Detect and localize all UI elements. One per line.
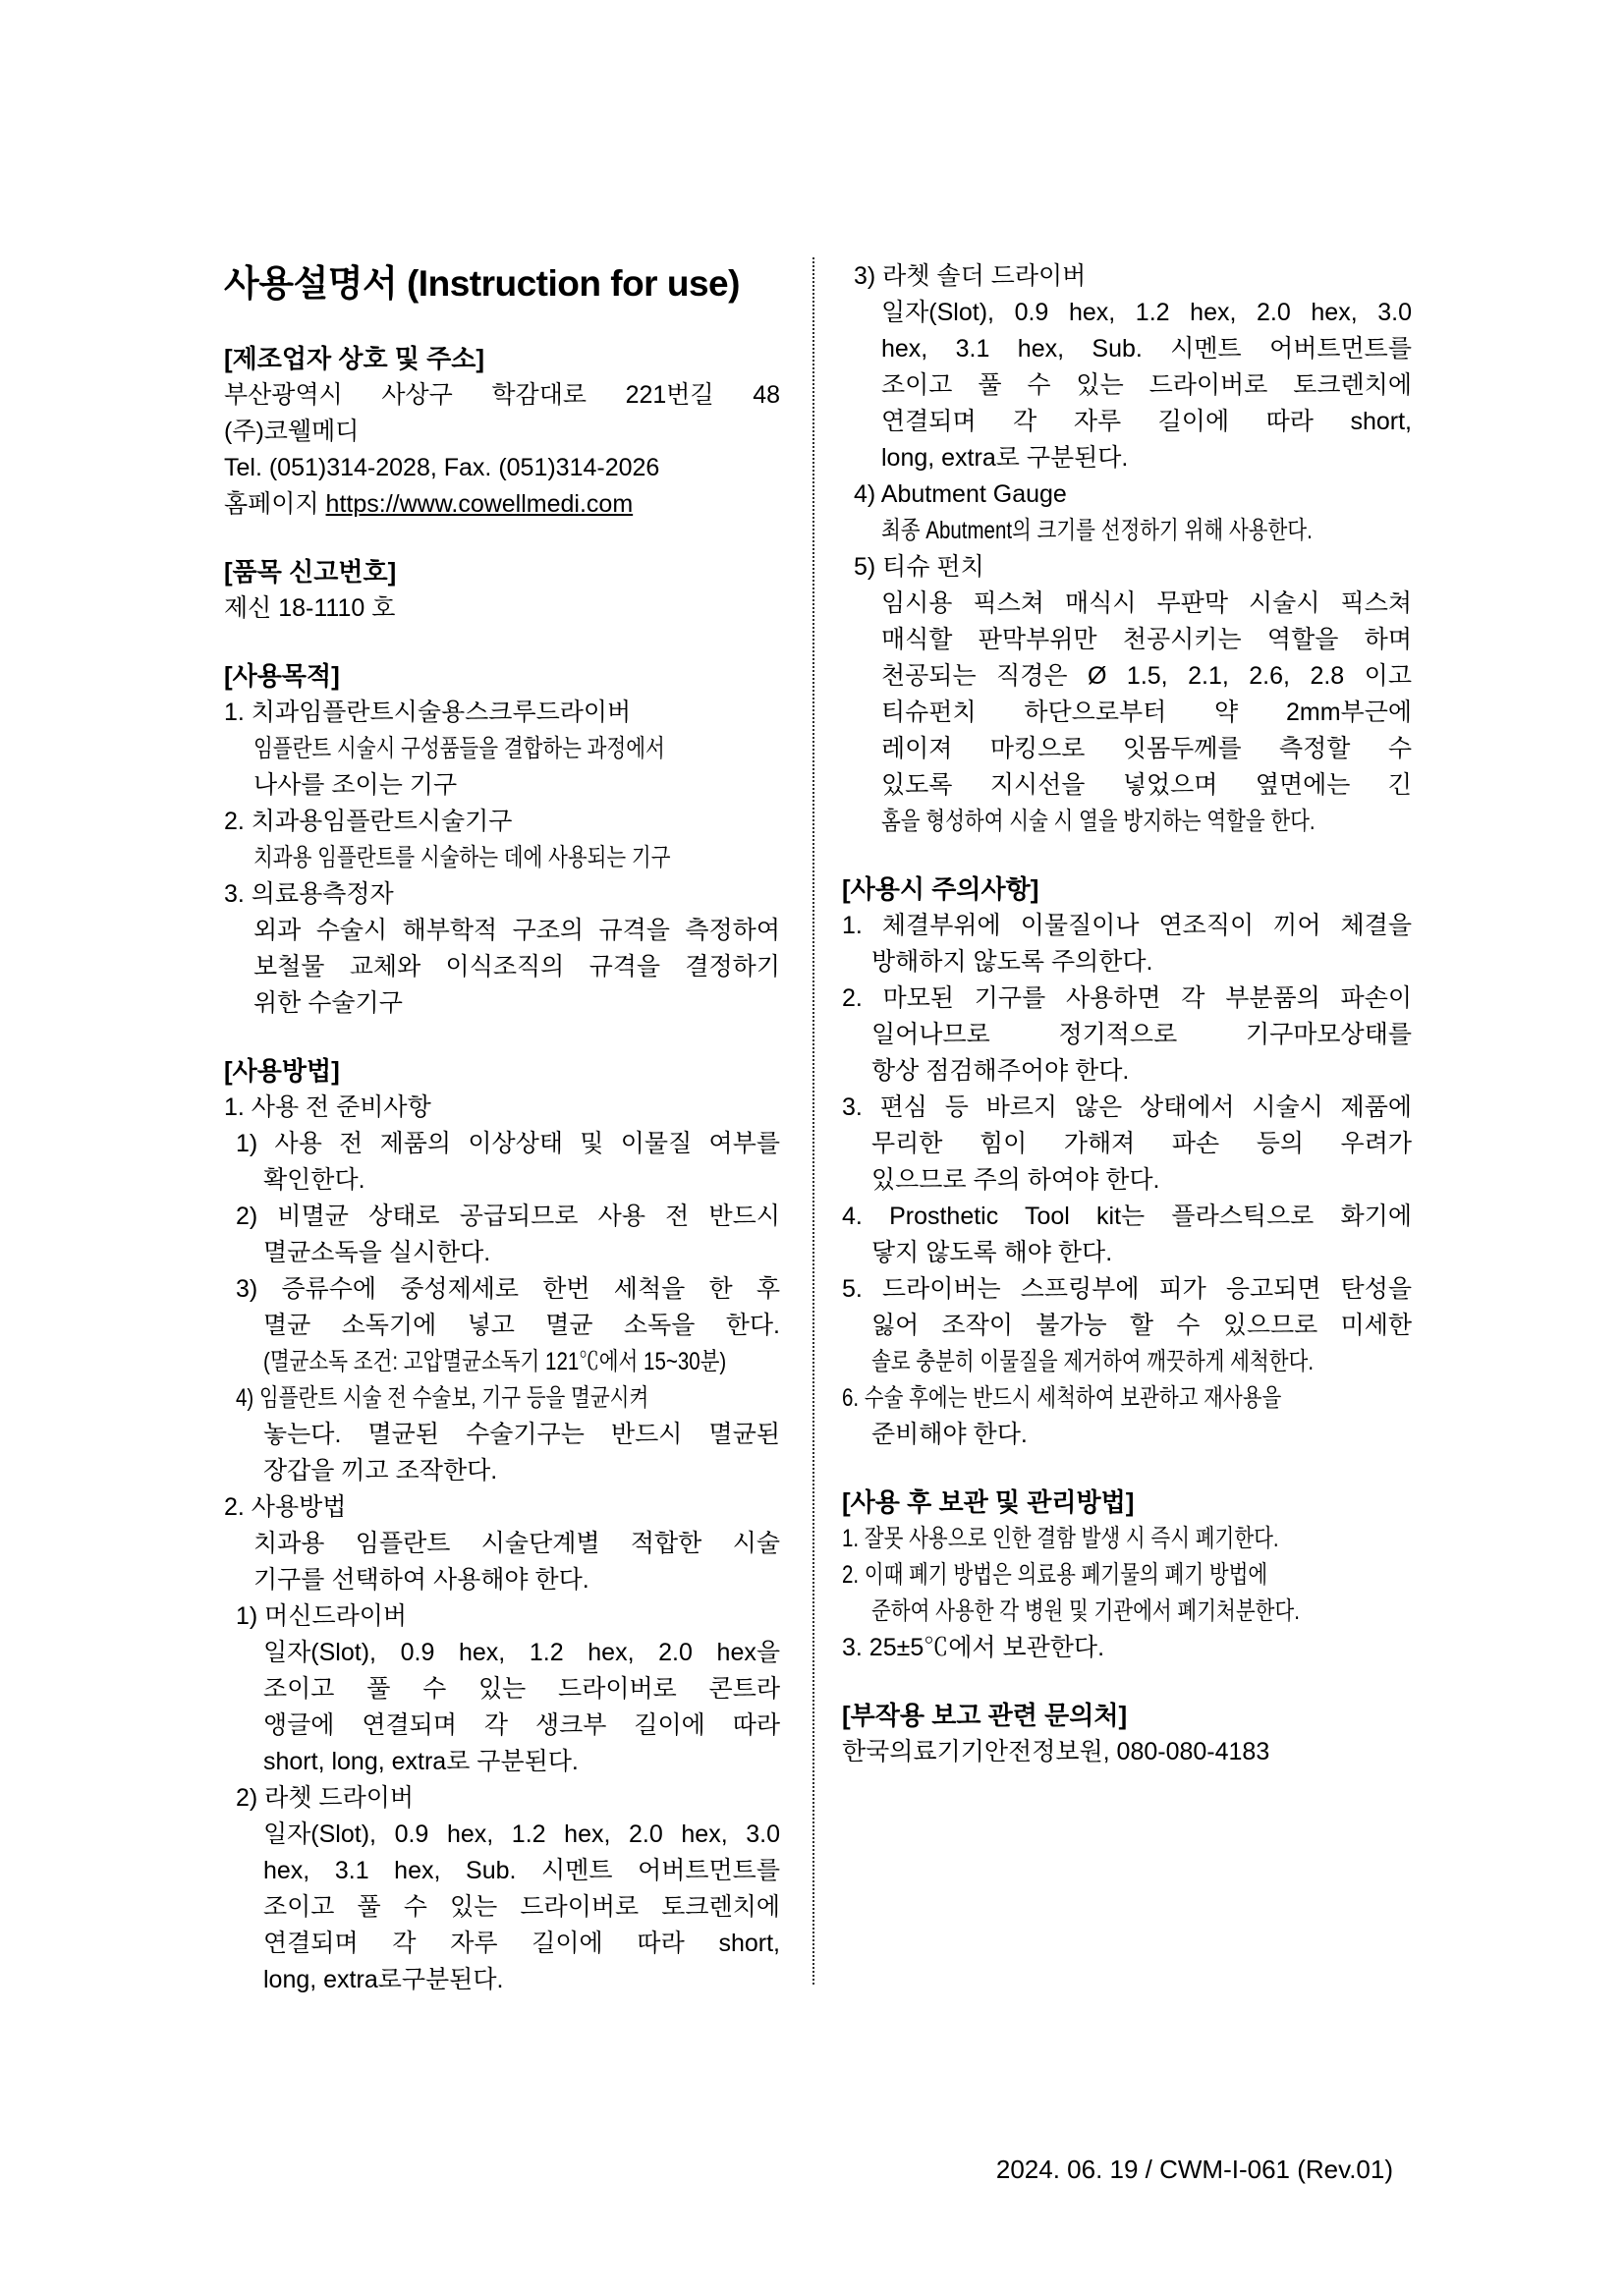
section-heading: [제조업자 상호 및 주소] (224, 344, 485, 373)
condensed-text: 홈을 형성하여 시술 시 열을 방지하는 역할을 한다. (881, 808, 1316, 835)
text-line: 한국의료기기안전정보원, 080-080-4183 (842, 1738, 1270, 1765)
condensed-text: 4) 임플란트 시술 전 수술보, 기구 등을 멸균시켜 (236, 1384, 649, 1412)
text-line: 3. 편심 등 바르지 않은 상태에서 시술시 제품에 (842, 1093, 1412, 1121)
text-line: 멸균소독을 실시한다. (263, 1239, 491, 1266)
text-line: 레이져 마킹으로 잇몸두께를 측정할 수 (881, 735, 1412, 762)
text-line: 나사를 조이는 기구 (253, 771, 458, 799)
text-line: 2. 마모된 기구를 사용하면 각 부분품의 파손이 (842, 984, 1412, 1012)
text-line: 치과용 임플란트 시술단계별 적합한 시술 (253, 1530, 780, 1557)
text-line: 1. 치과임플란트시술용스크루드라이버 (224, 699, 632, 726)
text-line: 1. 사용 전 준비사항 (224, 1093, 431, 1121)
condensed-text: 솔로 충분히 이물질을 제거하여 깨끗하게 세척한다. (871, 1348, 1315, 1375)
text-line: 2. 사용방법 (224, 1493, 347, 1521)
text-line: 무리한 힘이 가해져 파손 등의 우려가 (871, 1130, 1412, 1157)
text-line: 있으므로 주의 하여야 한다. (871, 1166, 1160, 1194)
text-line: 1. 체결부위에 이물질이나 연조직이 끼어 체결을 (842, 912, 1412, 939)
text-line (224, 731, 780, 767)
section-heading: [사용 후 보관 및 관리방법] (842, 1487, 1135, 1517)
condensed-text: 준하여 사용한 각 병원 및 기관에서 폐기처분한다. (871, 1597, 1300, 1625)
condensed-text: 치과용 임플란트를 시술하는 데에 사용되는 기구 (253, 844, 671, 871)
section-heading: [품목 신고번호] (224, 557, 397, 587)
text-line (842, 1521, 1412, 1557)
text-line (842, 804, 1412, 840)
text-line: 닿지 않도록 해야 한다. (871, 1239, 1113, 1266)
section-heading: [사용목적] (224, 661, 340, 691)
text-line (842, 1380, 1412, 1417)
text-line: 앵글에 연결되며 각 생크부 길이에 따라 (263, 1711, 780, 1739)
text-line: 임시용 픽스쳐 매식시 무판막 시술시 픽스쳐 (881, 589, 1412, 617)
condensed-text: (멸균소독 조건: 고압멸균소독기 121℃에서 15~30분) (263, 1348, 727, 1375)
spacer (224, 627, 780, 658)
spacer (224, 1022, 780, 1053)
spacer (842, 1666, 1412, 1698)
text-line: 연결되며 각 자루 길이에 따라 short, (881, 408, 1412, 435)
text-line: 일자(Slot), 0.9 hex, 1.2 hex, 2.0 hex, 3.0 (881, 299, 1412, 326)
text-line: 조이고 풀 수 있는 드라이버로 토크렌치에 (881, 371, 1412, 399)
text-line: hex, 3.1 hex, Sub. 시멘트 어버트먼트를 (881, 335, 1412, 363)
homepage-link[interactable]: https://www.cowellmedi.com (325, 490, 634, 518)
spacer (224, 523, 780, 554)
text-line: 5) 티슈 펀치 (854, 553, 984, 581)
condensed-text: 6. 수술 후에는 반드시 세척하여 보관하고 재사용을 (842, 1384, 1282, 1412)
text-line: 1) 사용 전 제품의 이상상태 및 이물질 여부를 (236, 1130, 780, 1157)
text-line: 매식할 판막부위만 천공시키는 역할을 하며 (881, 626, 1412, 653)
text-line: 4) Abutment Gauge (854, 480, 1067, 508)
text-line: 일자(Slot), 0.9 hex, 1.2 hex, 2.0 hex을 (263, 1639, 780, 1666)
text-line: 티슈펀치 하단으로부터 약 2mm부근에 (881, 699, 1412, 726)
spacer (842, 1453, 1412, 1484)
text-line: 위한 수술기구 (253, 989, 403, 1017)
spacer (224, 309, 780, 341)
text-line: 놓는다. 멸균된 수술기구는 반드시 멸균된 (263, 1421, 780, 1448)
text-line (842, 1344, 1412, 1380)
spacer (842, 840, 1412, 871)
text-line: 3) 라쳇 솔더 드라이버 (854, 262, 1087, 290)
text-line: 일자(Slot), 0.9 hex, 1.2 hex, 2.0 hex, 3.0 (263, 1820, 780, 1848)
text-line: 있도록 지시선을 넣었으며 옆면에는 긴 (881, 771, 1412, 799)
condensed-text: 1. 잘못 사용으로 인한 결함 발생 시 즉시 폐기한다. (842, 1525, 1279, 1552)
section-heading: [부작용 보고 관련 문의처] (842, 1701, 1128, 1730)
text-line: 제신 18-1110 호 (224, 594, 396, 622)
text-line: 2. 치과용임플란트시술기구 (224, 808, 513, 835)
text-line: short, long, extra로 구분된다. (263, 1748, 579, 1775)
condensed-text: 2. 이때 폐기 방법은 의료용 폐기물의 폐기 방법에 (842, 1561, 1268, 1589)
text-line: 4. Prosthetic Tool kit는 플라스틱으로 화기에 (842, 1203, 1412, 1230)
homepage-label: 홈페이지 (224, 490, 326, 518)
text-line: 연결되며 각 자루 길이에 따라 short, (263, 1930, 780, 1957)
text-line: 3) 증류수에 중성제세로 한번 세척을 한 후 (236, 1275, 780, 1303)
doc-title: 사용설명서 (Instruction for use) (224, 263, 740, 304)
section-heading: [사용방법] (224, 1056, 340, 1086)
text-line: long, extra로구분된다. (263, 1966, 504, 1993)
left-column (224, 258, 780, 1998)
text-line: 부산광역시 사상구 학감대로 221번길 48 (224, 381, 780, 409)
text-line: 준비해야 한다. (871, 1421, 1028, 1448)
text-line: (주)코웰메디 (224, 418, 360, 445)
text-line: 일어나므로 정기적으로 기구마모상태를 (871, 1021, 1412, 1048)
right-column (842, 258, 1412, 1770)
text-line: hex, 3.1 hex, Sub. 시멘트 어버트먼트를 (263, 1857, 780, 1884)
text-line (224, 1380, 780, 1417)
text-line: 기구를 선택하여 사용해야 한다. (253, 1566, 589, 1594)
text-line: 조이고 풀 수 있는 드라이버로 콘트라 (263, 1675, 780, 1703)
text-line: 잃어 조작이 불가능 할 수 있으므로 미세한 (871, 1312, 1412, 1339)
text-line (224, 1344, 780, 1380)
text-line (842, 1594, 1412, 1630)
text-line: 1) 머신드라이버 (236, 1602, 408, 1630)
section-heading: [사용시 주의사항] (842, 874, 1039, 904)
text-line: 방해하지 않도록 주의한다. (871, 948, 1153, 976)
text-line: 멸균 소독기에 넣고 멸균 소독을 한다. (263, 1312, 780, 1339)
text-line: Tel. (051)314-2028, Fax. (051)314-2026 (224, 454, 660, 481)
condensed-text: 최종 Abutment의 크기를 선정하기 위해 사용한다. (881, 517, 1313, 544)
text-line (842, 1557, 1412, 1594)
column-divider (812, 257, 814, 1985)
text-line (842, 513, 1412, 549)
text-line: 보철물 교체와 이식조직의 규격을 결정하기 (253, 953, 780, 980)
text-line: 확인한다. (263, 1166, 365, 1194)
text-line: 외과 수술시 해부학적 구조의 규격을 측정하여 (253, 917, 780, 944)
text-line: 2) 라쳇 드라이버 (236, 1784, 415, 1812)
text-line: 조이고 풀 수 있는 드라이버로 토크렌치에 (263, 1893, 780, 1921)
text-line: 2) 비멸균 상태로 공급되므로 사용 전 반드시 (236, 1203, 780, 1230)
text-line: 항상 점검해주어야 한다. (871, 1057, 1130, 1085)
text-line: 장갑을 끼고 조작한다. (263, 1457, 498, 1484)
footer-revision-text: 2024. 06. 19 / CWM-I-061 (Rev.01) (995, 2155, 1393, 2184)
text-line: 3. 25±5℃에서 보관한다. (842, 1634, 1105, 1661)
condensed-text: 임플란트 시술시 구성품들을 결합하는 과정에서 (253, 735, 665, 762)
text-line: long, extra로 구분된다. (881, 444, 1129, 472)
text-line: 천공되는 직경은 Ø 1.5, 2.1, 2.6, 2.8 이고 (881, 662, 1412, 690)
text-line: 5. 드라이버는 스프링부에 피가 응고되면 탄성을 (842, 1275, 1412, 1303)
text-line (224, 840, 780, 876)
text-line: 3. 의료용측정자 (224, 880, 394, 908)
text-line (224, 486, 780, 523)
